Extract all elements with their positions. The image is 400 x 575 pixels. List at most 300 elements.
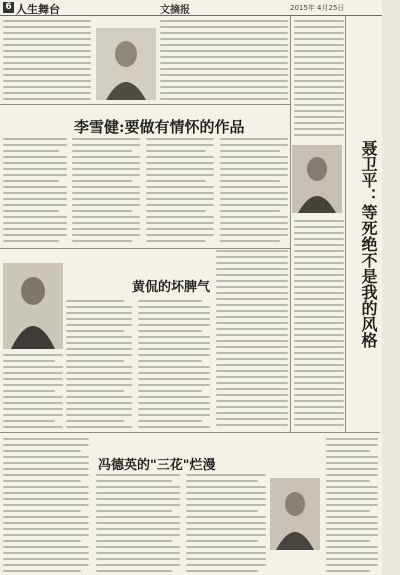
text-line [146,180,206,182]
text-line [186,486,266,488]
text-line [186,534,266,536]
text-line [216,304,288,306]
headline-lead: 李雪健:要做有情怀的作品 [74,118,245,136]
text-line [294,26,344,28]
adjacent-page-strip [382,0,400,575]
text-line [216,298,288,300]
text-line [3,204,67,206]
text-line [160,38,288,40]
text-line [3,56,91,58]
headline-vertical: 聂卫平：等死绝不是我的风格 [359,140,378,348]
text-line [3,522,89,524]
text-line [326,564,378,566]
text-line [294,400,344,402]
text-line [294,232,344,234]
text-line [326,528,378,530]
text-line [160,50,288,52]
headline-middle: 黄侃的坏脾气 [132,280,211,295]
text-line [146,222,214,224]
text-line [96,474,180,476]
text-line [3,44,91,46]
text-line [3,510,81,512]
text-line [326,486,378,488]
text-line [216,274,288,276]
text-line [138,384,210,386]
text-line [294,412,344,414]
text-line [138,420,202,422]
text-line [66,402,132,404]
text-line [72,210,132,212]
divider [0,104,290,105]
text-line [220,210,280,212]
text-line [216,292,288,294]
text-line [294,352,344,354]
text-line [294,20,344,22]
text-line [326,474,378,476]
text-line [220,192,288,194]
text-line [3,534,89,536]
text-line [220,222,288,224]
text-line [3,540,81,542]
text-line [326,468,378,470]
text-line [3,144,67,146]
text-line [294,92,344,94]
text-line [326,510,370,512]
text-line [216,364,288,366]
text-line [138,366,210,368]
text-line [216,310,288,312]
text-line [146,150,206,152]
text-line [3,480,81,482]
text-line [3,450,81,452]
text-line [294,110,344,112]
text-line [66,378,132,380]
text-line [216,412,288,414]
masthead [0,0,400,16]
text-line [72,186,140,188]
text-line [3,240,59,242]
text-line [294,220,344,222]
text-line [96,498,180,500]
text-line [3,26,91,28]
text-line [220,204,288,206]
text-line [3,378,63,380]
text-line [138,354,210,356]
text-line [3,150,59,152]
text-line [220,216,288,218]
text-line [72,234,140,236]
text-line [186,516,266,518]
text-line [294,86,344,88]
text-line [294,334,344,336]
text-line [326,462,378,464]
text-line [66,360,124,362]
text-line [138,324,210,326]
text-line [3,390,55,392]
text-line [72,174,140,176]
text-line [3,456,89,458]
text-line [3,50,91,52]
text-line [3,228,67,230]
text-line [220,138,288,140]
text-line [146,138,214,140]
text-line [146,198,214,200]
text-line [146,216,214,218]
text-line [138,330,202,332]
text-line [146,168,214,170]
text-line [294,238,344,240]
text-line [72,162,140,164]
text-line [294,358,344,360]
text-line [186,546,266,548]
text-line [186,558,266,560]
text-line [294,340,344,342]
text-line [160,26,288,28]
text-line [294,268,344,270]
text-line [216,394,288,396]
text-line [3,74,91,76]
text-line [186,570,258,572]
text-line [220,162,288,164]
text-line [216,316,288,318]
text-line [160,80,288,82]
text-line [220,180,280,182]
text-line [326,534,378,536]
date-line: 2015年 4月25日 [290,4,345,12]
text-line [326,492,378,494]
text-line [66,414,132,416]
text-line [3,162,67,164]
text-line [66,396,132,398]
text-line [3,492,89,494]
text-line [96,504,180,506]
text-line [220,240,280,242]
text-line [186,522,266,524]
text-line [66,318,132,320]
text-line [3,174,67,176]
text-line [96,480,172,482]
text-line [216,358,288,360]
portrait-photo [292,145,342,213]
section-title: 人生舞台 [16,3,60,16]
text-line [294,262,344,264]
text-line [66,300,124,302]
text-line [3,558,89,560]
text-line [326,540,370,542]
text-line [66,390,124,392]
text-line [294,328,344,330]
text-line [186,492,266,494]
text-line [3,38,91,40]
text-line [3,198,67,200]
text-line [220,186,288,188]
text-line [96,522,180,524]
text-line [3,468,89,470]
text-line [294,80,344,82]
text-line [294,280,344,282]
text-line [3,222,67,224]
text-line [72,228,140,230]
text-line [146,240,206,242]
text-line [3,570,81,572]
text-line [220,144,288,146]
text-line [326,456,378,458]
text-line [66,366,132,368]
text-line [326,444,378,446]
text-line [66,372,132,374]
text-line [3,156,67,158]
text-line [72,198,140,200]
text-line [216,352,288,354]
text-line [3,462,89,464]
text-line [216,268,288,270]
text-line [138,396,210,398]
text-line [138,318,210,320]
text-line [216,280,288,282]
text-line [294,122,344,124]
text-line [186,504,266,506]
text-line [326,516,378,518]
text-line [294,256,344,258]
text-line [294,244,344,246]
text-line [3,366,63,368]
divider [0,432,380,433]
text-line [186,510,258,512]
text-line [220,168,288,170]
text-line [66,306,132,308]
text-line [220,234,288,236]
text-line [220,198,288,200]
text-line [72,204,140,206]
text-line [326,558,378,560]
paper-name: 文摘报 [160,5,190,16]
text-line [138,414,210,416]
text-line [3,92,91,94]
text-line [294,376,344,378]
text-line [3,62,91,64]
text-line [294,98,344,100]
text-line [216,418,288,420]
text-line [294,406,344,408]
text-line [138,342,210,344]
text-line [294,250,344,252]
text-line [3,486,89,488]
text-line [294,134,344,136]
text-line [3,564,89,566]
divider [0,248,290,249]
text-line [138,408,210,410]
divider [290,16,291,432]
text-line [294,382,344,384]
text-line [72,216,140,218]
text-line [326,438,378,440]
text-line [146,174,214,176]
text-line [294,50,344,52]
text-line [3,420,55,422]
text-line [66,426,132,428]
text-line [3,408,63,410]
text-line [186,552,266,554]
text-line [326,522,378,524]
text-line [294,44,344,46]
text-line [216,424,288,426]
text-line [96,486,180,488]
text-line [96,510,172,512]
text-line [160,74,288,76]
text-line [216,334,288,336]
text-line [3,474,89,476]
text-line [3,192,67,194]
text-line [3,32,91,34]
text-line [160,86,288,88]
text-line [96,540,172,542]
text-line [216,388,288,390]
text-line [216,406,288,408]
text-line [96,516,180,518]
text-line [3,168,67,170]
text-line [66,384,132,386]
text-line [3,80,91,82]
text-line [138,372,210,374]
text-line [72,150,132,152]
text-line [186,498,266,500]
text-line [294,310,344,312]
text-line [3,402,63,404]
text-line [294,226,344,228]
text-line [294,74,344,76]
text-line [138,300,202,302]
text-line [294,286,344,288]
text-line [138,336,210,338]
text-line [66,336,132,338]
text-line [294,370,344,372]
text-line [96,528,180,530]
text-line [96,564,180,566]
text-line [3,414,63,416]
text-line [220,174,288,176]
text-line [72,156,140,158]
text-line [326,552,378,554]
text-line [216,400,288,402]
text-line [294,56,344,58]
text-line [294,346,344,348]
text-line [216,250,288,252]
text-line [146,144,214,146]
text-line [72,138,140,140]
text-line [3,498,89,500]
text-line [96,546,180,548]
text-line [3,504,89,506]
text-line [160,20,288,22]
portrait-photo [3,263,63,349]
text-line [216,376,288,378]
text-line [66,408,132,410]
text-line [294,292,344,294]
text-line [3,360,55,362]
text-line [160,92,288,94]
text-line [138,360,202,362]
text-line [96,552,180,554]
text-line [216,322,288,324]
text-line [294,394,344,396]
text-line [72,192,140,194]
text-line [72,144,140,146]
text-line [3,426,63,428]
text-line [3,138,67,140]
text-line [160,62,288,64]
text-line [146,204,214,206]
text-line [294,298,344,300]
text-line [294,424,344,426]
text-line [216,382,288,384]
text-line [3,216,67,218]
text-line [216,370,288,372]
text-line [3,68,91,70]
text-line [3,234,67,236]
text-line [326,570,370,572]
text-line [3,86,91,88]
text-line [96,558,180,560]
text-line [186,564,266,566]
text-line [294,68,344,70]
text-line [160,44,288,46]
text-line [294,104,344,106]
text-line [138,426,210,428]
text-line [138,348,210,350]
text-line [96,570,172,572]
text-line [3,396,63,398]
text-line [72,168,140,170]
text-line [138,312,210,314]
text-line [66,354,132,356]
text-line [3,186,67,188]
text-line [294,418,344,420]
text-line [138,390,202,392]
text-line [66,342,132,344]
text-line [160,98,288,100]
text-line [326,504,378,506]
text-line [146,162,214,164]
text-line [66,330,124,332]
text-line [186,528,266,530]
text-line [3,444,89,446]
text-line [294,364,344,366]
text-line [3,516,89,518]
text-line [216,346,288,348]
text-line [138,306,210,308]
text-line [294,388,344,390]
text-line [186,480,258,482]
text-line [3,546,89,548]
text-line [146,192,214,194]
portrait-photo [270,478,320,550]
text-line [294,128,344,130]
text-line [160,56,288,58]
text-line [66,420,124,422]
text-line [3,384,63,386]
text-line [160,68,288,70]
text-line [220,150,280,152]
text-line [3,372,63,374]
text-line [216,256,288,258]
text-line [294,62,344,64]
text-line [66,312,132,314]
text-line [294,116,344,118]
text-line [294,304,344,306]
text-line [294,274,344,276]
text-line [146,234,214,236]
text-line [146,156,214,158]
